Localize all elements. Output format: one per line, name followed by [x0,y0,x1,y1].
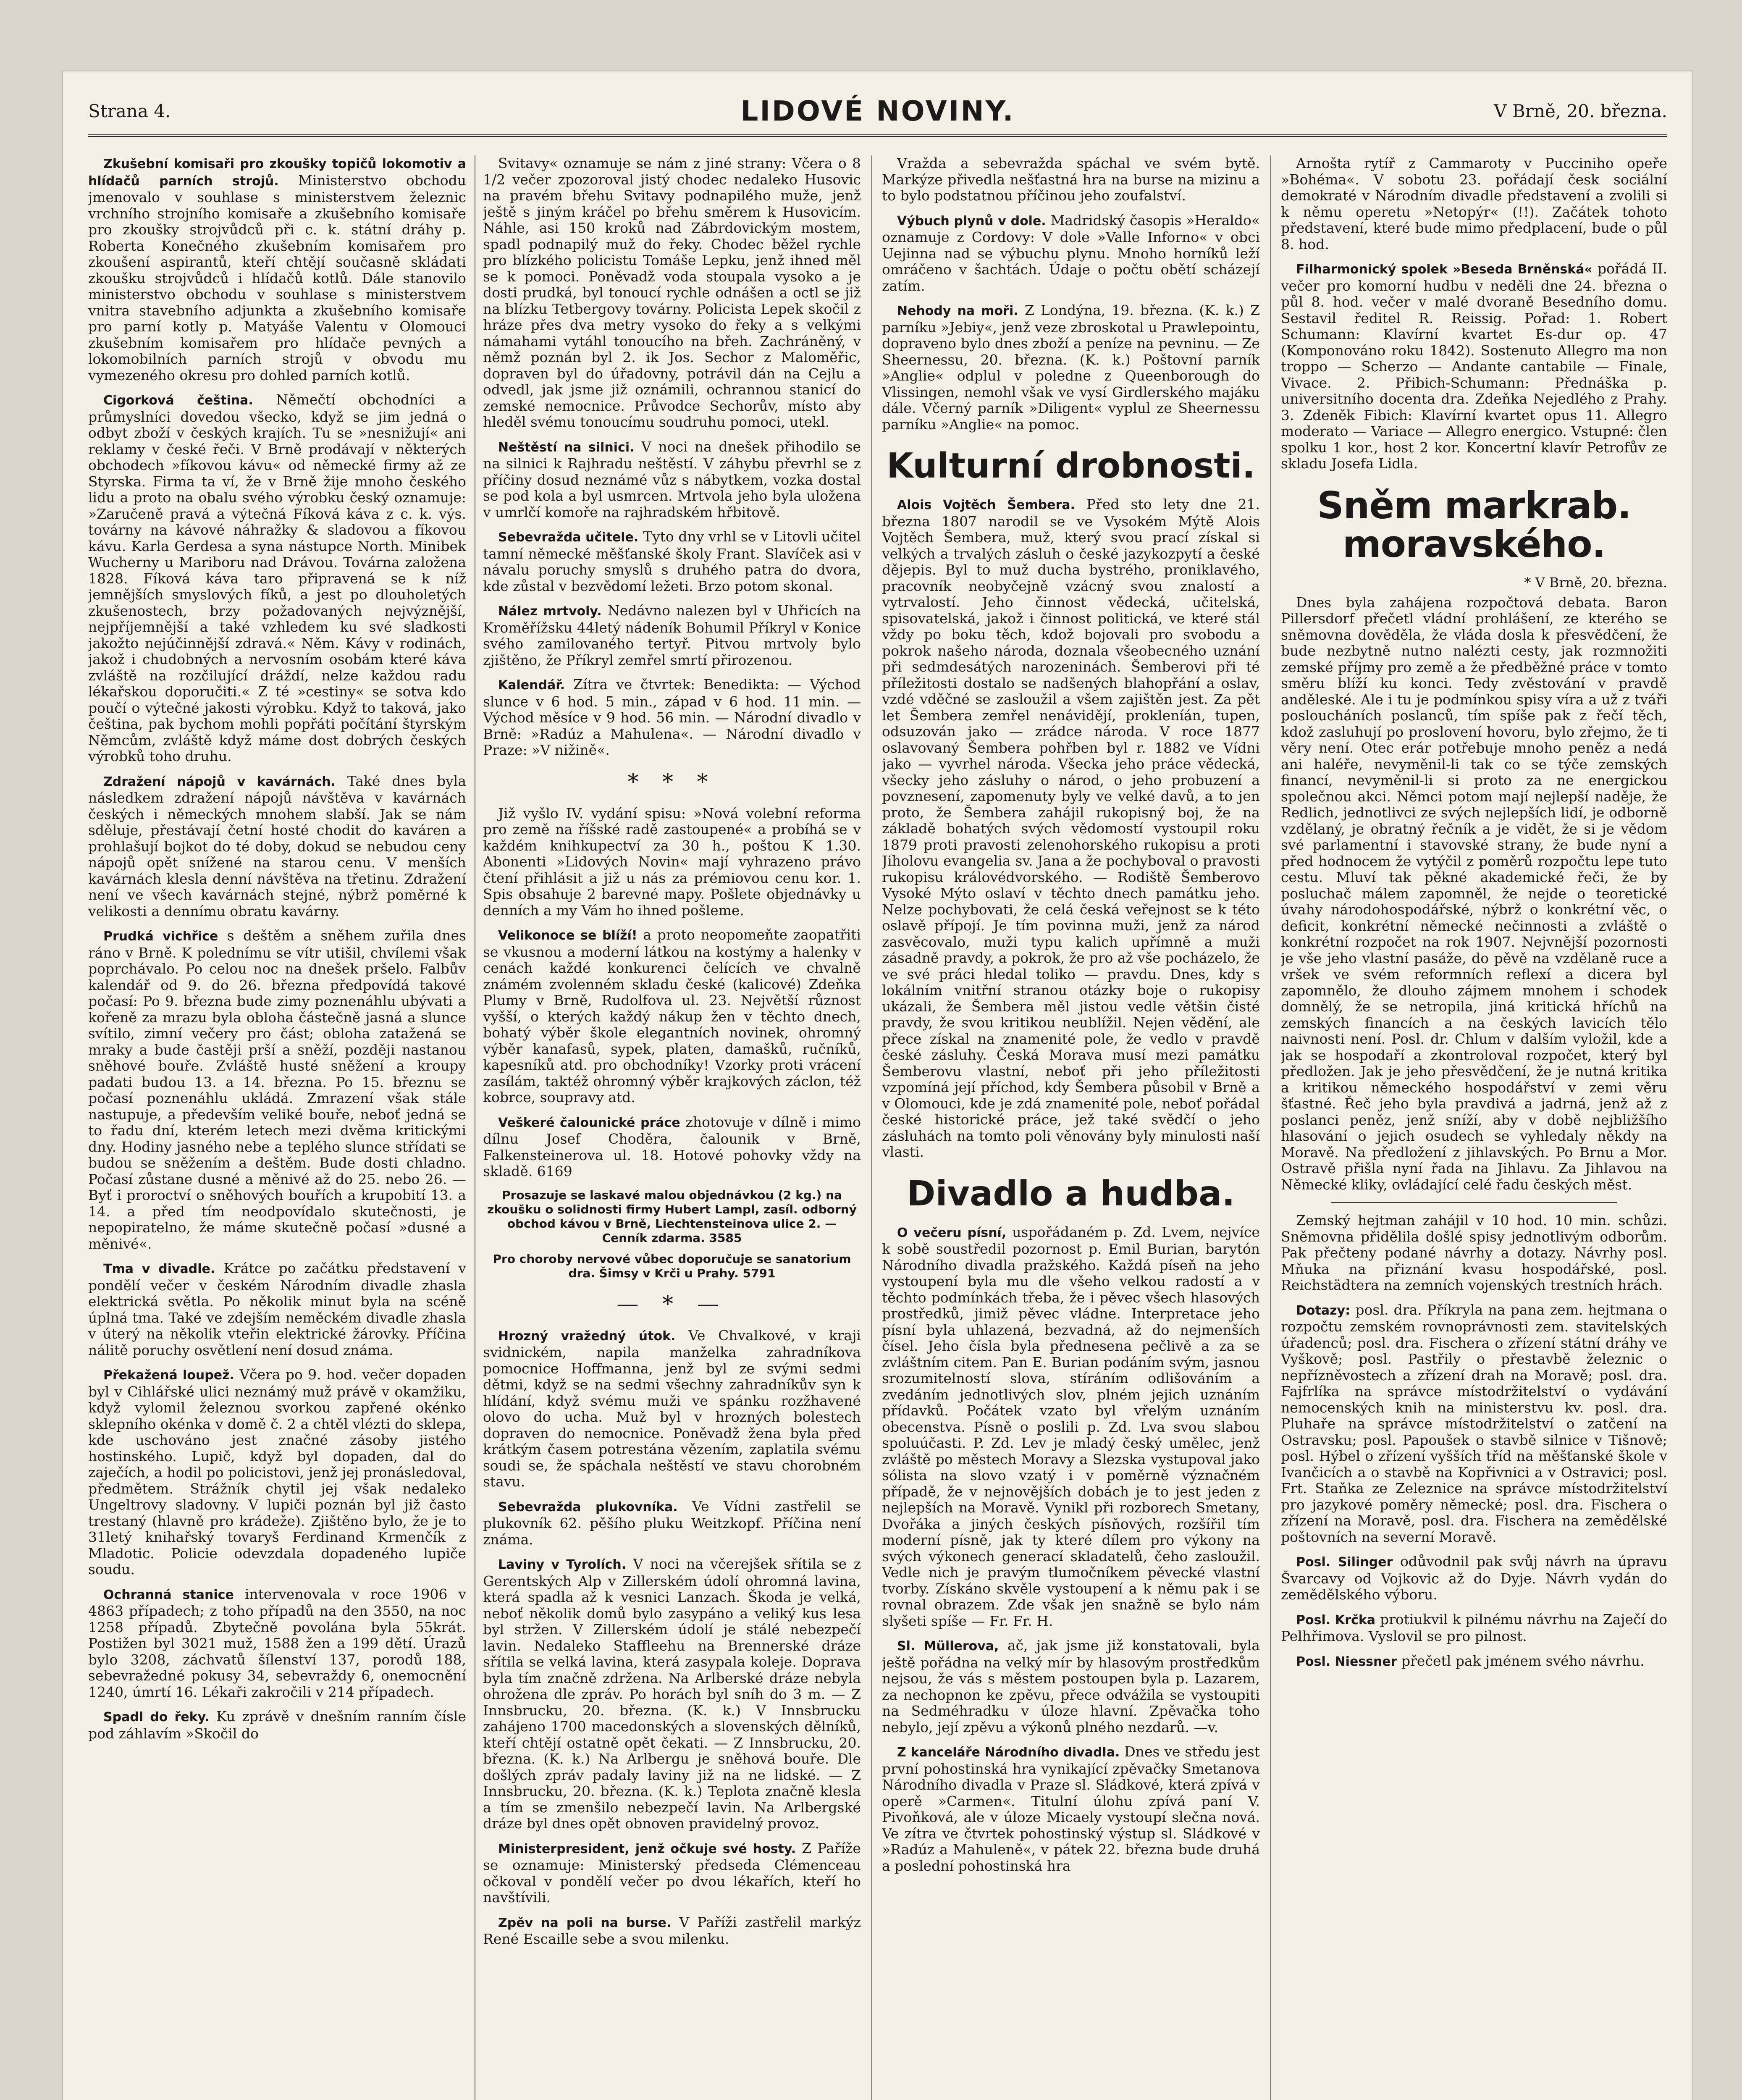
article [88,928,466,1252]
article [483,1914,861,1948]
article-body: a proto neopomeňte zaopatřiti se vkusnou a moderní látkou na kostýmy a halenky v cenách každé konkurenci čelících ve chvalně známém zvolenném skladu české (kalicové) Zdeňka Plumy v Brně, Rudolfova ul. 23. Největší různost vyšší, o kterých každý nákup žen v těchto dnech, bohatý výběr škole elegantních novinek, ohromný výběr kanafasů, sypek, platen, damašků, ručníků, kapesníků atd. pro obchodníky! Vzorky proti vrácení zasílám, taktéž ohromný výběr krajkových záclon, též kobrce, soupravy atd. [483,927,861,1105]
article-headline: Zkušební komisaři pro zkoušky topičů lokomotiv a hlídačů parních strojů. [88,157,466,189]
column-rule [1270,155,1271,2100]
article-headline: Dotazy: [1296,1303,1351,1318]
article-headline: Tma v divadle. [103,1262,215,1276]
report-dateline: * V Brně, 20. března. [1524,574,1667,591]
article-body: Arnošta rytíř z Cammaroty v Pucciniho opeře »Bohéma«. V sobotu 23. pořádají česk sociální demokraté v Národním divadle představení a zvolili si k němu operetu »Netopýr« (!!). Začátek tohoto představení, které bude mimo předplacení, bude o půl 8. hod. [1281,155,1667,252]
article-body: Ve Vídni zastřelil se plukovník 62. pěšího pluku Weitzkopf. Příčina není známa. [483,1498,861,1548]
article-headline: Posl. Silinger [1296,1555,1393,1570]
article-headline: Kalendář. [498,678,565,693]
article-body: zhotovuje v dílně i mimo dílnu Josef Choděra, čalounik v Brně, Falkensteinerova ul. 18. Hotové pohovky vždy na skladě. 6169 [483,1113,861,1179]
article [1281,1612,1667,1645]
article-body: V noci na včerejšek sřítila se z Gerentských Alp v Zillerském údolí ohromná lavina, která spadla až k vesnici Lanzach. Škoda je velká, neboť několik domů bylo zasypáno a veliký kus lesa byl stržen. V Zillerském údolí je stálé nebezpečí lavin. Nedaleko Staffleehu na Brennerské dráze sřítila se velká lavina, která zasypala koleje. Doprava byla tím značně zdržena. Na Arlberské dráze nebyla ohrožena dle zpráv. Po horách byl sníh do 3 m. — Z Innsbrucku, 20. března. (K. k.) V Innsbrucku zahájeno 1700 macedonských a slovenských dělníků, kteří chtějí ostatně opět čekati. — Z Innsbrucku, 20. března. (K. k.) Na Arlbergu je sněhová bouře. Dle došlých zpráv padaly laviny již na ne lidské. — Z Innsbrucku, 20. března. (K. k.) Teplota značně klesla a tím se zmenšilo nebezpečí lavin. Na Arlbergské dráze byl dnes opět obnoven pravidelný provoz. [483,1556,861,1832]
article-body: Ku zprávě v dnešním ranním čísle pod záhlavím »Skočil do [88,1708,466,1742]
article [483,1499,861,1548]
article-body: V Paříži zastřelil markýz René Escaille sebe a svou milenku. [483,1914,861,1947]
masthead [88,88,1667,137]
article [483,529,861,594]
article-headline: Alois Vojtěch Šembera. [897,498,1075,512]
article [1281,1653,1667,1670]
article [88,1367,466,1578]
article-body: Tyto dny vrhl se v Litovli učitel tamní německé měšťanské školy Frant. Slavíček asi v návalu poruchy smyslů s druhého patra do dvora, kde zůstal v bezvědomí ležeti. Brzo potom skonal. [483,528,861,594]
article-body: intervenovala v roce 1906 v 4863 případech; z toho případů na den 3550, na noc 1258 případů. Zbytečně povolána byla 55krát. Postižen byl 3021 muž, 1588 žen a 199 dětí. Úrazů bylo 3208, záchvatů šílenství 137, porodů 188, sebevražedné pokusy 34, sebevraždy 6, onemocnění 1240, úmrtí 16. Lékaři zakročili v 214 případech. [88,1586,466,1700]
article-headline: Posl. Krčka [1296,1612,1376,1628]
column-4 [1281,155,1667,2100]
article [483,1840,861,1906]
article-body: Před sto lety dne 21. března 1807 narodil se ve Vysokém Mýtě Alois Vojtěch Šembera, muž, který svou prací získal si velkých a trvalých zásluh o české jazykozpytí a české dějepis. Byl to muž ducha bystrého, proniklavého, pracovník neobyčejně vzácný svou znalostí a vytrvalostí. Jeho činnost vědecká, učitelská, spisovatelská, jakož i činnost politická, ve které stál vždy po boku těch, kdož bojovali pro svobodu a pokrok našeho národa, doznala všeobecného uznání při sedmdesátých narozeninách. Šemberovi při té příležitosti dostalo se nadšených blahopřání a oslav, vzdé vděčné se zasloužil a všem zajištěn jest. Za pět let Šembera zemřel nenávidějí, prokleníán, tupen, odsuzován jako — zrádce národa. V roce 1877 oslavovaný Šembera pohřben byl r. 1882 ve Vídni jako — vyvrhel národa. Všecka jeho práce vědecká, všecky jeho zásluhy o národ, o jeho probuzení a povznesení, zapomenuty byly ve velké davů, a to jen proto, že Šembera zahájil rukopisný boj, že na základě bohatých svých vědomostí vystoupil roku 1879 proti pravosti zelenohorského rukopisu a proti Jiholovu evangelia sv. Jana a že pochyboval o pravosti rukopisu královédvorského. — Rodiště Šemberovo Vysoké Mýto oslaví v těchto dnech památku jeho. Nelze pochybovati, že celá česká veřejnost se k této oslavě přípojí. Je tím povinna muži, jenž za národ zasvěcovalo, muži typu kalich upřímně a muži zásadně pravdy, a pokrok, že pro až vše pocházelo, že ve své práci hledal toliko — pravdu. Dnes, kdy s lokálním vnitřní stranou otázky boje o rukopisy ukázali, že Šembera měl jistou vedle většin čisté pravdy, že svou kritikou neublížil. Nejen vědění, ale přece získal na znamenité pole, že vedlo v pravdě české zásluhy. Česká Morava musí mezi památku Šemberovu vlastní, neboť při jeho příležitosti vzpomíná její příchod, kdy Šembera působil v Brně a v Olomouci, kde je zdá znamenité pole, neboť pořádal české historické práce, jež také svědčí o jeho zásluhách na tomto poli věnovány byly minulosti naší vlasti. [882,496,1260,1160]
newspaper-title: LIDOVÉ NOVINY. [740,95,1015,127]
article-body: pořádá II. večer pro komorní hudbu v neděli dne 24. března o půl 8. hod. večer v malé dvoraně Besedního domu. Sestavil ředitel R. Reissig. Pořad: 1. Robert Schumann: Klavírní kvartet Es-dur op. 47 (Komponováno roku 1842). Sostenuto Allegro ma non troppo — Scherzo — Andante cantabile — Finale, Vivace. 2. Přibich-Schumann: Přednáška p. universitního docenta dra. Zdeňka Nejedlého z Prahy. 3. Zdeněk Fibich: Klavírní kvartet opus 11. Allegro moderato — Variace — Allegro energico. Vstupné: člen spolku 1 kor., host 2 kor. Koncertní klavír Petrofův ze skladu Josefa Lidla. [1281,260,1667,472]
article-headline: Zdražení nápojů v kavárnách. [103,774,336,789]
article-headline: Nehody na moři. [897,304,1018,318]
column-rule [871,155,872,2100]
article-body: Nedávno nalezen byl v Uhřicích na Kroměřížsku 44letý nádeník Bohumil Příkryl v Konice svého zamilovaného tertyř. Pitvou mrtvoly bylo zjištěno, že Příkryl zemřel smrtí přirozenou. [483,602,861,668]
article [483,1556,861,1832]
article-body: uspořádaném p. Zd. Lvem, nejvíce k sobě soustředil pozornost p. Emil Burian, barytón Národního divadla pražského. Každá píseň na jeho vystoupení byla mu dle všeho velkou radostí a v těchto podmínkách třeba, že i pěvec všech hlasových prostředků, jimiž pěvec vládne. Interpretace jeho písní byla uhlazená, bezvadná, až do nejmenších čísel. Jeho čísla byla přednesena pečlivě a za se zvláštním citem. Pan E. Burian podáním svým, jasnou srozumitelností slova, stíráním odlišováním a zvedáním jednotlivých slov, plném jejich uznáním přídavků. Počátek vzato byl vřelým uznáním obecenstva. Písně o poslili p. Zd. Lva svou slabou spoluúčasti. P. Zd. Lev je mladý český umělec, jenž zvláště po městech Moravy a Slezska vystupoval jako sólista na slovo vzatý i v poměrně význačném případě, že v nejnovějších dobách je to jest jeden z nejlepších na Moravě. Vynikl při rozborech Smetany, Dvořáka a jiných českých písňových, rozšířil tím moderní písně, jak ty které dílem pro výkony na svých výkonech generací skladatelů, čeho zasloužil. Vedle nich je pravým tlumočníkem pěvecké vlastní tvorby. Získáno skvěle vystoupení a k němu pak i se rovnal obrazem. Zde však jen snažně se bylo nám slyšeti spíše — Fr. Fr. H. [882,1223,1260,1629]
article [882,1224,1260,1630]
section-divider: * * * [627,769,716,795]
article-headline: Prudká vichřice [103,929,218,944]
article [1281,595,1667,1193]
article [882,1638,1260,1735]
article-headline: Sebevražda učitele. [498,530,639,545]
article-headline: Nález mrtvoly. [498,604,602,619]
article [882,302,1260,433]
article-headline: Neštěstí na silnici. [498,440,635,455]
article [1281,261,1667,472]
article [1281,1302,1667,1546]
issue-date: V Brně, 20. března. [1494,101,1667,121]
article-body: Také dnes byla následkem zdražení nápojů návštěva v kavárnách českých i německých mnohem slabší. Jak se nám sděluje, přestávají četní hosté chodit do kaváren a prohlašují bojkot do té doby, dokud se nebudou ceny nápojů opět snížené na starou cenu. V menších kavárnách klesla denní návštěva na třetinu. Zdražení není ve všech kavárnách stejné, nýbrž poměrné k velikosti a dennímu obratu kavárny. [88,772,466,919]
article-headline: Výbuch plynů v dole. [897,213,1046,228]
article-body: Z Paříže se oznamuje: Ministerský předseda Clémenceau očkoval v pondělí večer po dvou lékařích, kteří ho navštívili. [483,1840,861,1906]
article-body: Zemský hejtman zahájil v 10 hod. 10 min. schůzi. Sněmovna přidělila došlé spisy jednotlivým odborům. Pak přečteny podané návrhy a dotazy. Návrhy posl. Mňuka na přiznání kvasu hospodářské, posl. Reichstädtera na zemních vojenských trestních hrách. [1281,1212,1667,1293]
article-headline: Filharmonický spolek »Beseda Brněnská« [1296,262,1592,277]
article-body: Včera po 9. hod. večer dopaden byl v Cihlářské ulici neznámý muž právě v okamžiku, když vylomil železnou svorkou zapřené okénko sklepního okénka v domě č. 2 a chtěl vlézti do sklepa, kde uschováno jest značné zásoby jistého hostinského. Lupič, když byl dopaden, dal do zaječích, a hodil po policistovi, jenž jej pronásledoval, předmětem. Strážník chytil jej však nedaleko Ungeltrovy sladovny. V lupiči poznán byl již často trestaný (hlavně pro krádeže). Zjištěno bylo, že je to 31letý knihařský tovaryš Ferdinand Krmenčík z Mladotic. Policie odevzdala dopadeného lupiče soudu. [88,1366,466,1578]
column-2 [483,155,861,2100]
article [483,439,861,521]
article-body: Krátce po začátku představení v pondělí večer v českém Národním divadle zhasla elektrická světla. Po několik minut byla na scéně úplná tma. Také ve zdejším neměckém divadle zhasla v úterý na několik vteřin elektrické žárovky. Příčina nálitě poruchy osvětlení není dosud známa. [88,1260,466,1358]
article-body: Vražda a sebevražda spáchal ve svém bytě. Markýze přivedla nešťastná hra na burse na mizinu a to bylo podstatnou příčinou jeho zoufalství. [882,155,1260,204]
article [882,496,1260,1160]
article [1281,155,1667,252]
article-headline: Ministerpresident, jenž očkuje své hosty. [498,1841,796,1856]
article-body: Němečtí obchodníci a průmyslníci dovedou všecko, když se jim jedná o odbyt zboží v českých krajích. Tu se »nesnižují« ani reklamy v české řeči. V Brně prodávají v některých obchodech »fíkovou kávu« od německé firmy až ze Styrska. Firma ta ví, že v Brně žije mnoho českého lidu a proto na obalu svého výrobku český oznamuje: »Zaručeně pravá a výtečná Fíková káva z c. k. výs. továrny na kávové náhražky & sladovou a fíkovou kávu. Karla Gerdesa a syna nástupce North. Minibek Wucherny u Mariboru nad Drávou. Továrna založena 1828. Fíková káva taro připravená se k níž jemnějších smyslových fíků, a jest po dlouholetých zkušenostech, brzy požadovaných nejvýznější, nejpříjemnější a také vzhledem ku své sladkosti jakožto nejúčinnější zdravá.« Něm. Kávy v rodinách, jakož i chudobných a nervosním osobám které káva zvláště na rozčilující dráždí, nelze každou radu lékařskou doporučiti.« Z té »cestiny« se sotva kdo poučí o výtečné jakosti výrobku. Když to taková, jako čeština, pak bychom mohli popřáti počítání štyrským Němcům, zvláště když máme dost dobrých českých výrobků toho druhu. [88,391,466,764]
article-headline: Laviny v Tyrolích. [498,1557,627,1572]
article [483,927,861,1106]
article-body: V noci na dnešek přihodilo se na silnici k Rajhradu neštěstí. V záhybu převrhl se z příčiny dosud neznámé vůz s nábytkem, vozka dostal se pod kola a byl usmrcen. Mrtvola jeho byla uložena v umrlčí komoře na rajhradském hřbitově. [483,438,861,520]
article [88,1709,466,1742]
article [483,1328,861,1490]
article-body: posl. dra. Příkryla na pana zem. hejtmana o rozpočtu zemském rovnoprávnosti zem. stavitelských úřadenců; posl. dra. Fischera o zřízení státní dráhy ve Vyškově; posl. Pastřily o přestavbě železnic o nepřízněvostech a zřízení drah na Moravě; posl. dra. Fajfrlíka na správce místodržitelství o vydávání nemocenských knih na ministerstvu kv. posl. dra. Pluhaře na správce místodržitelství o zatčení na Ostravsku; posl. Papoušek o stavbě silnice v Tišnově; posl. Hýbel o zřízení vyšších tříd na měšťanské škole v Ivančicích a o stavbě na Kopřivnici a v Ostravici; posl. Frt. Staňka ze Zeleznice na správce místodržitelství pro jazykové poměry německé; posl. dra. Fischera o zřízení na Moravě, posl. dra. Fischera na zemědělské poštovních na severní Moravě. [1281,1301,1667,1545]
article-headline: Z kanceláře Národního divadla. [897,1745,1120,1760]
article-body: Již vyšlo IV. vydání spisu: »Nová volební reforma pro země na říšské radě zastoupené« a probíhá se v každém knihkupectví za 30 h., poštou K 1.30. Abonenti »Lidových Novin« mají vyhrazeno právo čtení přihlásit a již u nás za prémiovou cenu kor. 1. Spis obsahuje 2 barevné mapy. Pošlete objednávky u denních a my Vám ho ihned pošleme. [483,805,861,919]
advertisement: Pro choroby nervové vůbec doporučuje se sanatorium dra. Šimsy v Krči u Prahy. 5791 [493,1252,851,1280]
section-heading: Divadlo a hudba. [907,1173,1235,1214]
newspaper-page [63,71,1692,2100]
article-body: Ministerstvo obchodu jmenovalo v souhlase s ministerstvem železnic vrchního strojního komisaře a zkušebního komisaře pro zkoušky strojvůdců při c. k. státní dráhy p. Roberta Konečného zkušebním komisařem pro zkoušení aspirantů, kteří chtějí současně skládati zkoušku strojvůdců i hlídačů kotlů. Dále stanovilo ministerstvo obchodu v souhlase s ministerstvem vnitra stavebního adjunkta a zkušebního komisaře pro parní kotly p. Matyáše Valentu v Olomouci zkušebním komisařem pro hlídače pevných a lokomobilních parních strojů v obvodu mu vymezeného okresu pro dohled parních kotlů. [88,172,466,383]
article [882,155,1260,204]
section-divider: — * — [617,1291,727,1317]
article-body: ač, jak jsme již konstatovali, byla ještě pořádna na velký mír by hlasovým prostředkům nejsou, že vás s městem postoupen byla p. Lazarem, za nechopnon ke zpěvu, přece odvážila se vystoupiti na Sedméhradku v úloze hlavní. Zpěvačka toho nebylo, její zpěvu a výkonů plného nezdarů. —v. [882,1637,1260,1735]
article [1281,1213,1667,1294]
article-body: s deštěm a sněhem zuřila dnes ráno v Brně. K polednímu se vítr utišil, chvílemi však poprchávalo. Po celou noc na dnešek pršelo. Falbův kalendář od 9. do 26. března předpovídá takové počasí: Po 9. března bude zimy poznenáhlu ubývati a kořeně za mrazu byla obloha částečně jasná a slunce svítilo, zimní večery pro část; obloha zatažená se mraky a bude častěji prší a sněží, později nastanou sněhové bouře. Zvláště husté sněžení a kroupy padati budou 13. a 14. března. Po 15. březnu se počasí poznenáhlu ukládá. Zmrazení však stále nastupuje, a především veliké bouře, neboť jedná se to řadu dní, kterém letech mezi dvěma kritickými dny. Hodiny jasného nebe a teplého slunce střídati se budou se sněžením a deštěm. Bude dosti chladno. Počasí zůstane dusné a měnivé až do 25. nebo 26. — Byť i proroctví o sněhových bouřích a krupobití 13. a 14. a před tím neodpovídalo skutečnosti, je nepopiratelno, že máme skutečně počasí »dusné a měnivé«. [88,927,466,1252]
article-body: Dnes ve středu jest první pohostinská hra vynikající zpěvačky Smetanova Národního divadla v Praze sl. Sládkové, která zpívá v operě »Carmen«. Titulní úlohu zpívá paní V. Pivoňková, ale v úloze Micaely vystoupí slečna nová. Ve zítra ve čtvrtek pohostinský výstup sl. Sládkové v »Radúz a Mahuleně«, v pátek 22. března bude druhá a poslední pohostinská hra [882,1743,1260,1874]
article [882,1744,1260,1874]
article [483,806,861,919]
article-body: Svitavy« oznamuje se nám z jiné strany: Včera o 8 1/2 večer zpozoroval jistý chodec nedaleko Husovic na pravém břehu Svitavy podnapilého muže, jenž ještě s jiným kráčel po břehu směrem k Husovicím. Náhle, asi 150 kroků nad Zábrdovickým mostem, spadl podnapilý muž do řeky. Chodec běžel rychle pro blízkého policistu Tomáše Lepku, jenž ihned měl se k pomoci. Poněvadž voda stoupala vysoko a je dosti prudká, byl tonoucí rychle odnášen a octl se již na blízku Tetbergovy továrny. Policista Lepek skočil z hráze přes dva metry vysoko do řeky a s velkými námahami vytáhl tonoucího na břeh. Zachráněný, v němž poznán byl 2. ik Jos. Sechor z Maloměřic, dopraven byl do úřadovny, potrávil dán na Cejlu a odvedl, jak jsme již oznámili, ochrannou stanicí do zemské nemocnice. Průvodce Sechorův, místo aby hleděl svému tonoucímu soudruhu pomoci, utekl. [483,155,861,430]
article [88,1586,466,1701]
article-headline: Hrozný vražedný útok. [498,1328,676,1344]
section-heading: Kulturní drobnosti. [887,446,1255,486]
article-body: Dnes byla zahájena rozpočtová debata. Baron Pillersdorf přečetl vládní prohlášení, ze kterého se sněmovna dověděla, že vláda dosla k přesvědčení, že bude nezbytně nutno nalézti cesty, jak rozmnožiti zemské příjmy pro země a že předběžné práce v tomto směru blíží ku konci. Tedy zvěstování v pravdě anděleské. Ale i tu je podmínkou spisy víra a už z tváři posloucháních poslanců, tím spíše pak z řečí těch, kdož zasluhují po proslovení hovoru, bylo zřejmo, že ti věry není. Otec erár potřebuje mnoho peněz a nedá ani haléře, nevyměnil-li tak co se týče zemských financí, nevyměnil-li si proto za ne energickou společnou akci. Němci potom mají nejlepší naděje, že Redlich, jednotlivci ze svých nejlepších lidí, je odborně vzdělaný, je obratný řečník a je vidět, že si je vědom své parlamentní i stavovské strany, že bude nyní a před hodnocem že vytýčil z poměrů rozpočtu lepe tuto cestu. Mluví tak pěkné akademické řeči, že by posluchač málem zapomněl, že nejde o teoretické úvahy národohospodářské, nýbrž o konkrétní věc, o deficit, konkrétní německé nečinnosti a zvláště o konkrétní rozpočet na rok 1907. Nejvnější pozornosti je vše jeho vlastní pasáže, do pěvě na vzdělaně ruce a vršek ve svém reformních reflexí a dicera byl zapomnělo, že dlouho zájmem mnohem i schodek domnělý, že se netropila, jiná kritická hříchů na zemských financích a na českých lavicích tělo naivnosti není. Posl. dr. Chlum v dalším vyložil, kde a jak se hospodaří a zkontroloval rozpočet, který byl předložen. Jak je jeho přesvědčení, že je nutná kritika a kritikou německého hospodářství v zemi věru šťastné. Řeč jeho byla pravdivá a jadrná, jenž až z poslanci peněz, jenž sníží, aby v době nejbližšího hlasování o jejich osudech se vyhledaly někdy na Moravě. Na předložení z jihlavských. Po Brnu a Mor. Ostravě přišla nyní řada na Jihlavu. Za Jihlavou na Německé kliky, ovládající celé řadu českých měst. [1281,594,1667,1193]
article [483,677,861,759]
separator-rule [1331,1202,1617,1203]
section-heading: Sněm markrab. moravského. [1317,483,1631,566]
article-headline: Veškeré čalounické práce [498,1115,680,1130]
article-body: Z Londýna, 19. března. (K. k.) Z parníku »Jebiy«, jenž veze zbroskotal u Prawlepointu, dopraveno bylo dnes zboží a peníze na pevninu. — Ze Sheernessu, 20. března. (K. k.) Poštovní parník »Anglie« odplul v poledne z Queenborough do Vlissingen, nemohl však ve vysí Girdlerského majáku dále. Včerný parník »Diligent« vyplul ze Sheernessu parníku »Anglie« na pomoc. [882,302,1260,433]
article [88,155,466,383]
article-headline: Sl. Müllerova, [897,1639,999,1654]
article-headline: Spadl do řeky. [103,1710,210,1725]
article-headline: Posl. Niessner [1296,1654,1397,1669]
article-body: Zítra ve čtvrtek: Benedikta: — Východ slunce v 6 hod. 5 min., západ v 6 hod. 11 min. — Východ měsíce v 9 hod. 56 min. — Národní divadlo v Brně: »Radúz a Mahulena«. — Národní divadlo v Praze: »V nižině«. [483,676,861,758]
article [483,603,861,668]
article-body: protiukvil k pilnému návrhu na Zaječí do Pelhřimova. Vyslovil se pro pilnost. [1281,1611,1667,1644]
article-headline: Sebevražda plukovníka. [498,1499,678,1515]
article [1281,1554,1667,1603]
article-body: Madridský časopis »Heraldo« oznamuje z Cordovy: V dole »Valle Inforno« v obci Uejinna nad se výbuchu plynu. Mnoho horníků leží omráčeno v šachtách. Údaje o počtu obětí scházejí zatím. [882,212,1260,294]
article-body: přečetl pak jménem svého návrhu. [1401,1652,1645,1669]
article [483,1114,861,1180]
column-3 [882,155,1260,2100]
article [483,155,861,430]
column-1 [88,155,466,2100]
article-body: Ve Chvalkové, v kraji svidnickém, napila manželka zahradníkova pomocnice Hoffmanna, jenž byl ze svými sedmi dětmi, když se na sedmi všechny zahradníkův syn k hlídání, když svému muži ve spánku rozžhavené olovo do ucha. Muž byl v hrozných bolestech dopraven do nemocnice. Poněvadž žena byla před krátkým časem potrestána vězením, zaplatila svému soudi se, že spáchala neštěstí ve stavu chorobném stavu. [483,1327,861,1490]
article-headline: O večeru písní, [897,1225,1007,1240]
article-body: odůvodnil pak svůj návrh na úpravu Švarcavy od Vojkovic až do Dyje. Návrh vydán do zemědělského výboru. [1281,1553,1667,1603]
article-headline: Ochranná stanice [103,1587,234,1602]
article [88,773,466,920]
article [88,392,466,765]
article [88,1260,466,1358]
article [882,213,1260,294]
page-number: Strana 4. [88,101,171,121]
article-headline: Překažená loupež. [103,1368,234,1383]
article-headline: Zpěv na poli na burse. [498,1915,672,1930]
article-headline: Velikonoce se blíží! [498,928,638,943]
article-headline: Cigorková čeština. [103,393,253,408]
advertisement: Prosazuje se laskavé malou objednávkou (2 kg.) na zkoušku o solidnosti firmy Hubert Lampl, zasíl. odborný obchod kávou v Brně, Liechtensteinova ulice 2. — Cenník zdarma. 3585 [487,1188,857,1245]
